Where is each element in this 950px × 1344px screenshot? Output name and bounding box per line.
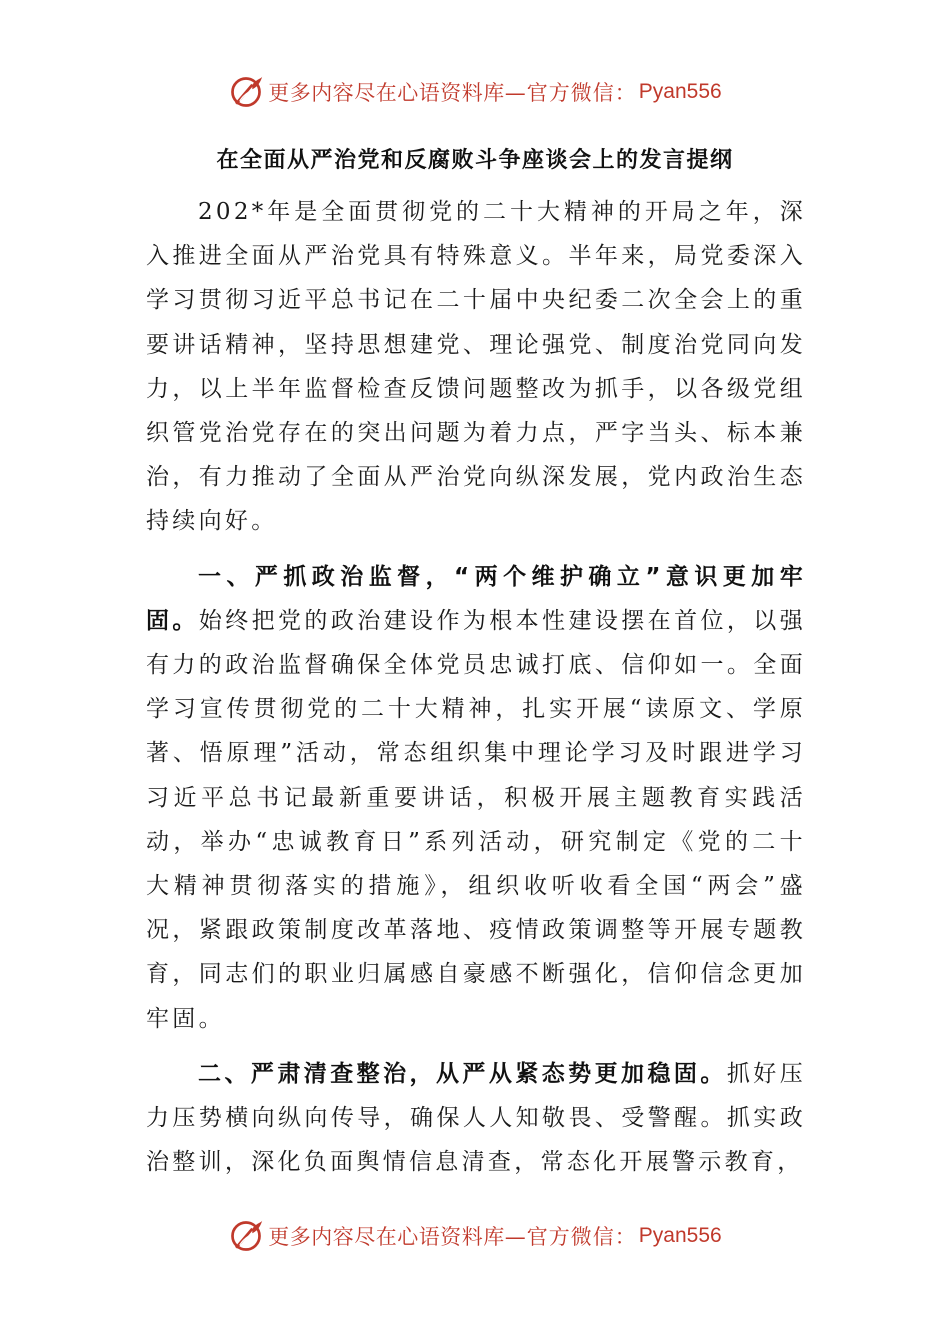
- document-body: [146, 190, 806, 1184]
- watermark-dash-text: —官方微信：: [504, 1225, 637, 1249]
- paragraph-lead: 一、严抓政治监督，“两个维护确立”意识更加牢固。: [146, 563, 806, 634]
- quill-logo-icon: [228, 74, 264, 110]
- watermark-main-text: 更多内容尽在心语资料库: [268, 1225, 505, 1249]
- watermark-dash-text: —官方微信：: [504, 81, 637, 105]
- paragraph-text: 抓好压力压势横向纵向传导，确保人人知敬畏、受警醒。抓实政治整训，深化负面舆情信息清查，常态化开展警示教育，: [146, 1060, 806, 1176]
- watermark-id-text: Pyan556: [638, 80, 722, 103]
- paragraph-lead: 二、严肃清查整治，从严从紧态势更加稳固。: [198, 1060, 727, 1087]
- watermark-header: [0, 70, 950, 114]
- paragraph-intro: [146, 190, 806, 544]
- watermark-id-text: Pyan556: [638, 1224, 722, 1247]
- document-title: 在全面从严治党和反腐败斗争座谈会上的发言提纲: [216, 148, 734, 173]
- paragraph-section-2: [146, 1052, 806, 1185]
- paragraph-text: 始终把党的政治建设作为根本性建设摆在首位，以强有力的政治监督确保全体党员忠诚打底、信仰如一。全面学习宣传贯彻党的二十大精神，扎实开展“读原文、学原著、悟原理”活动，常态组织集中理论学习及时跟进学习习近平总书记最新重要讲话，积极开展主题教育实践活动，举办“忠诚教育日”系列活动，研究制定《党的二十大精神贯彻落实的措施》，组织收听收看全国“两会”盛况，紧跟政策制度改革落地、疫情政策调整等开展专题教育，同志们的职业归属感自豪感不断强化，信仰信念更加牢固。: [146, 607, 806, 1032]
- paragraph-section-1: [146, 555, 806, 1041]
- paragraph-text: 202*年是全面贯彻党的二十大精神的开局之年，深入推进全面从严治党具有特殊意义。半年来，局党委深入学习贯彻习近平总书记在二十届中央纪委二次全会上的重要讲话精神，坚持思想建党、理论强党、制度治党同向发力，以上半年监督检查反馈问题整改为抓手，以各级党组织管党治党存在的突出问题为着力点，严字当头、标本兼治，有力推动了全面从严治党向纵深发展，党内政治生态持续向好。: [146, 199, 806, 535]
- quill-logo-icon: [228, 1218, 264, 1254]
- watermark-main-text: 更多内容尽在心语资料库: [268, 81, 505, 105]
- watermark-footer: [0, 1214, 950, 1258]
